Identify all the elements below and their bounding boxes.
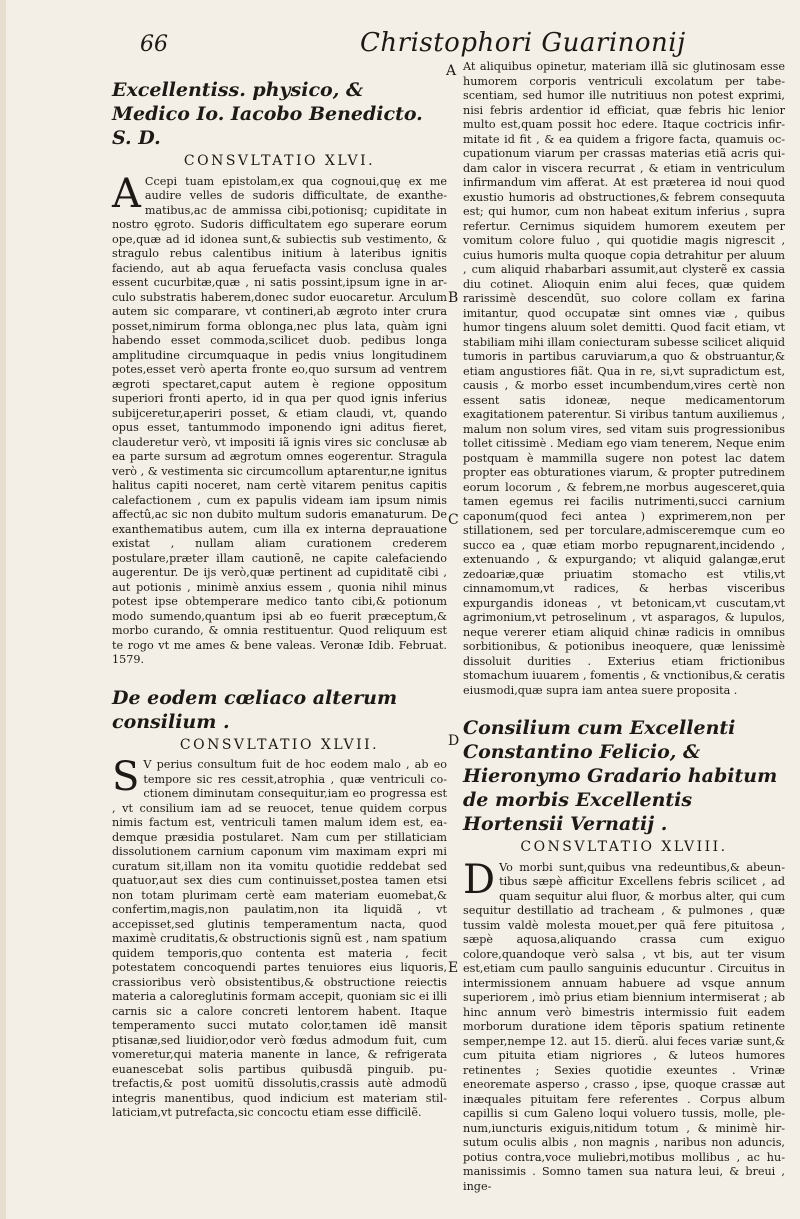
margin-letter-b: B xyxy=(448,290,459,306)
margin-letter-a: A xyxy=(446,63,457,79)
margin-letter-e: E xyxy=(448,960,459,976)
dropcap-47: S xyxy=(112,754,140,800)
left-column xyxy=(112,60,447,1121)
letter-47 xyxy=(112,754,447,1121)
margin-letter-c: C xyxy=(448,512,459,528)
margin-letter-d: D xyxy=(448,733,460,749)
right-column xyxy=(463,60,785,1194)
page-gutter-edge xyxy=(0,0,6,1219)
consultatio-47-title: CONSVLTATIO XLVII. xyxy=(179,736,380,753)
letter-48 xyxy=(463,856,785,1195)
consilium-47-heading: De eodem cœliaco alterum consilium . xyxy=(112,686,398,733)
consultatio-48-title: CONSVLTATIO XLVIII. xyxy=(520,839,728,855)
letter-46-text: Ccepi tuam epistolam,ex qua cognoui,quę ex me audire velles de sudoris difficultate, de exanthematibus,ac de ammissa cibi,potionisq; cupiditate in nostro ęgroto. Sudoris difficultatem ego superare eorum ope,quæ ad id idonea sunt,& subiectis sub vestimento, & stragulo rebus calentibus initium à lateribus ignitis faciendo, aut ab aqua feruefacta vasis conclusa quales essent cucurbitæ,quæ , ni satis possint,ipsum igne in arculo substratis haberem,donec sudor euocaretur. Arculum autem sic comparare, vt contineri,ab ægroto inter crura posset,nimirum forma oblonga,nec plus lata, quàm igni habendo esset commoda,scilicet duob. pedibus longa amplitudine circumquaque in pedis vnius longitudinem potes,esset verò aperta fronte eo,quo sursum ad ventrem ægroti spectaret,caput autem è regione oppositum superiori fronti aperto, id in qua per quod ignis inferius subijceretur,aperiri posset, & etiam claudi, vt, quando opus esset, tantummodo imponendo igni aditus fieret, clauderetur verò, vt impositi iã ignis vires sic conclusæ ab ea parte sursum ad ægrotum omnes eogerentur. Stragula verò , & vestimenta sic circumcollum aptarentur,ne ignitus halitus capiti noceret, nam certè vitarem penitus capitis calefactionem , cum ex papulis videam iam ipsum nimis affectû,ac sic non dubito multum sudoris emanaturum. De exanthematibus autem, cum illa ex interna deprauatione existat , nullam aliam curationem crederem postulare,præter illam cautionẽ, ne capite calefaciendo augerentur. De ijs verò,quæ pertinent ad cupiditatẽ cibi , aut potionis , minimè anxius essem , quonia nihil minus potest ipse obtemperare medico tanto cibi,& potionum modo sumendo,quantum ipsi ab eo fuerit præceptum,& morbo curando, & omnia restituentur. Quod reliquum est te rogo vt me ames & bene valeas. Veronæ Idib. Februat. 1579. xyxy=(112,174,447,666)
letter-46 xyxy=(112,170,447,668)
letter-47-text: V perius consultum fuit de hoc eodem malo , ab eo tempore sic res cessit,atrophia , quæ ventriculi coctionem diminutam consequitur,iam eo progressa est , vt consilium iam ad se reuocet, tenue quidem corpus nimis factum est, ventriculi tamen malum idem est, eademque præsidia postularet. Nam cum per stillaticiam dissolutionem carnium caponum vim maximam expri mi curatum sit,illam non ita vomitu quotidie reddebat sed quatuor,aut sex dies cum continuisset,postea tamen etsi non totam plurimam certè eam materiam euomebat,& confertim,magis,non paulatim,non ita liquidã , vt accepisset,sed glutinis temperamentum nacta, quod maximè cruditatis,& obstructionis signũ est , nam spatium quidem temporis,quo contenta est materia , fecit potestatem concoquendi partes tenuiores eius liquoris, crassioribus verò obsistentibus,& obstructione reiectis materia a caloreglutinis formam accepit, quoniam sic ei illi carnis sic a calore concreti lentorem habent. Itaque temperamento succi mutato color,tamen idẽ mansit ptisanæ,sed liuidior,odor verò fœdus admodum fuit, cum vomeretur,qui materia manente in lance, & refrigerata euanescebat solis partibus quibusdã pinguib. putrefactis,& post uomitũ dissolutis,crassis autè admodũ integris manentibus, quod indicium est materiam stillaticiam,vt putrefacta,sic concoctu etiam esse difficilẽ. xyxy=(112,758,447,1119)
dropcap-46: A xyxy=(112,170,141,217)
address-heading: Excellentiss. physico, & Medico Io. Iacobo Benedicto. S. D. xyxy=(112,79,423,149)
continued-text xyxy=(463,60,785,698)
consilium-48-heading: Consilium cum Excellenti Constantino Felicio, & Hieronymo Gradario habitum de morbis Excellentis Hortensii Vernatij . xyxy=(463,717,778,835)
consultatio-46-title: CONSVLTATIO XLVI. xyxy=(183,153,376,169)
letter-48-text: Vo morbi sunt,quibus vna redeuntibus,& abeuntibus sæpè afficitur Excellens febris scilicet , ad quam sequitur alui fluor, & morbus alter, qui cum sequitur destillatio ad tracheam , & pulmones , quæ tussim valdè molesta mouet,per quã fere pituitosa , sæpè aquosa,aliquando crassa cum exiguo colore,quandoque verò salsa , vt bis, aut ter visum est,etiam cum paullo sanguinis educuntur . Circuitus in intermissionem annuam habuere ad vsque annum superiorem , imò prius etiam biennium intermiserat ; ab hinc annum verò bimestris intermissio fuit eadem morborum duratione idem tẽporis spatium retinente semper,nempe 12. aut 15. dierũ. alui feces variæ sunt,& cum pituita etiam nigriores , & luteos humores retinentes ; Sexies quotidie exeuntes . Vrinæ eneoremate asperso , crasso , ipse, quoque crassæ aut inæquales pituitam fere referentes . Corpus album capillis si cum Galeno loqui voluero tussis, molle, plenum,iuncturis exiguis,nitidum totum , & minimè hirsutum oculis albis , non magnis , naribus non aduncis, potius contra,voce muliebri,motibus mollibus , ac humanissimis . Somno tamen sua natura leui, & breui , inge- xyxy=(463,860,785,1193)
page-number: 66 xyxy=(140,32,168,57)
page-header xyxy=(0,24,800,64)
running-head: Christophori Guarinonij xyxy=(360,28,686,58)
continued-text-body: At aliquibus opinetur, materiam illã sic glutinosam esse humorem corporis ventriculi excolatum per tabescentiam, sed humor ille nutritiuus non potest exprimi, nisi febris ardentior id efficiat, quæ febris hic lenior multo est,quam possit hoc edere. Itaque coctricis infirmitate id fit , & ea quidem a frigore facta, quamuis occupationum viarum per crassas materias etiã acris quidam calor in viscera recurrat , & etiam in ventriculum infirmandum vim afferat. At est præterea id noui quod exustio humoris ad obstructiones,& febrem consequuta est; qui humor, cum non habeat exitum inferius , supra refertur. Cernimus siquidem humorem exeutem per vomitum colore fuluo , qui quotidie magis nigrescit , cuius humoris multa quoque copia detrahitur per aluum , cum aliquid rhabarbari assumit,aut clysterẽ ex cassia diu cotinet. Alioquin enim alui feces, quæ quidem rarissimè descendũt, suo colore collam ex farina imitantur, quod occupatæ sint omnes viæ , quibus humor tingens aluum solet demitti. Quod facit etiam, vt stabiliam mihi illam coniecturam subesse scilicet aliquid tumoris in partibus caruviarum,a quo & obstruantur,& etiam angustiores fiãt. Qua in re, si,vt supradictum est, causis , & morbo esset incumbendum,vires certè non essent satis idoneæ, neque medicamentorum exagitationem paterentur. Si viribus tantum auxiliemus , malum non solum vires, sed vitam suis progressionibus tollet citissimè . Mediam ego viam tenerem, Neque enim postquam è mammilla sugere non potest lac datem propter eas obturationes viarum, & propter putredinem eorum locorum , & febrem,ne morbus augesceret,quia tamen egemus rei facilis nutrimenti,succi carnium caponum(quod feci antea ) exprimerem,non per stillationem, sed per torculare,admisceremque cum eo succo ea , quæ etiam morbo repugnarent,incidendo , extenuando , & expurgando; vt aliquid galangæ,erut zedoariæ,quæ priuatim stomacho est vtilis,vt cinnamomum,vt radices, & herbas visceribus expurgandis idoneas , vt betonicam,vt cuscutam,vt agrimonium,vt petroselinum , vt asparagos, & lupulos, neque vererer etiam aliquid chinæ radicis in omnibus sorbitionibus, & potionibus ineoquere, quæ lenissimè dissoluit durities . Exterius etiam frictionibus stomachum iuuarem , fomentis , & vnctionibus,& ceratis eiusmodi,quæ supra iam antea suere proposita . xyxy=(463,60,785,697)
dropcap-48: D xyxy=(463,856,496,903)
